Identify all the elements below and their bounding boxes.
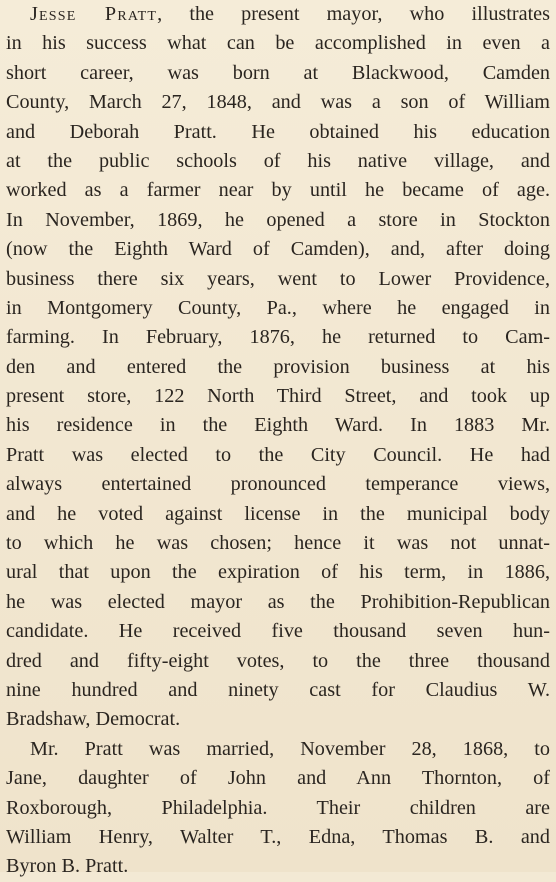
text-line: in Montgomery County, Pa., where he engaged in — [6, 296, 550, 319]
text-line: Byron B. Pratt. — [6, 855, 129, 878]
text-line: ural that upon the expiration of his term, in 1886, — [6, 561, 550, 584]
text-line: Pratt was elected to the City Council. He had — [6, 443, 550, 466]
line-text: , the present mayor, who illustrates — [157, 3, 550, 25]
text-line: to which he was chosen; hence it was not unnat- — [6, 532, 550, 555]
name-smallcaps: Jesse Pratt — [30, 3, 158, 25]
text-line: at the public schools of his native village, and — [6, 149, 550, 172]
text-line: Jane, daughter of John and Ann Thornton, of — [6, 767, 550, 790]
text-line: dred and fifty-eight votes, to the three thousand — [6, 649, 550, 672]
text-line: candidate. He received five thousand seven hun- — [6, 620, 550, 643]
text-line: his residence in the Eighth Ward. In 1883 Mr. — [6, 414, 550, 437]
text-line: farming. In February, 1876, he returned to Cam- — [6, 326, 550, 349]
text-line: William Henry, Walter T., Edna, Thomas B. and — [6, 825, 550, 848]
text-line: Mr. Pratt was married, November 28, 1868, to — [30, 737, 550, 760]
text-line: (now the Eighth Ward of Camden), and, after doing — [6, 238, 550, 261]
text-line: County, March 27, 1848, and was a son of William — [6, 91, 550, 114]
text-line — [6, 0, 550, 29]
biography-text — [6, 0, 550, 882]
text-line: business there six years, went to Lower Providence, — [6, 267, 550, 290]
text-line: In November, 1869, he opened a store in Stockton — [6, 208, 550, 231]
text-line: in his success what can be accomplished in even a — [6, 32, 550, 55]
text-line: nine hundred and ninety cast for Claudius W. — [6, 678, 550, 701]
text-line: always entertained pronounced temperance views, — [6, 473, 550, 496]
text-line: Bradshaw, Democrat. — [6, 708, 181, 731]
text-line: den and entered the provision business at his — [6, 355, 550, 378]
text-line: short career, was born at Blackwood, Camden — [6, 61, 550, 84]
text-line: present store, 122 North Third Street, and took up — [6, 385, 550, 408]
text-line: and he voted against license in the municipal body — [6, 502, 550, 525]
text-line: and Deborah Pratt. He obtained his education — [6, 120, 550, 143]
text-line: he was elected mayor as the Prohibition-Republican — [6, 590, 550, 613]
text-line: Roxborough, Philadelphia. Their children are — [6, 796, 550, 819]
text-line: worked as a farmer near by until he became of age. — [6, 179, 550, 202]
